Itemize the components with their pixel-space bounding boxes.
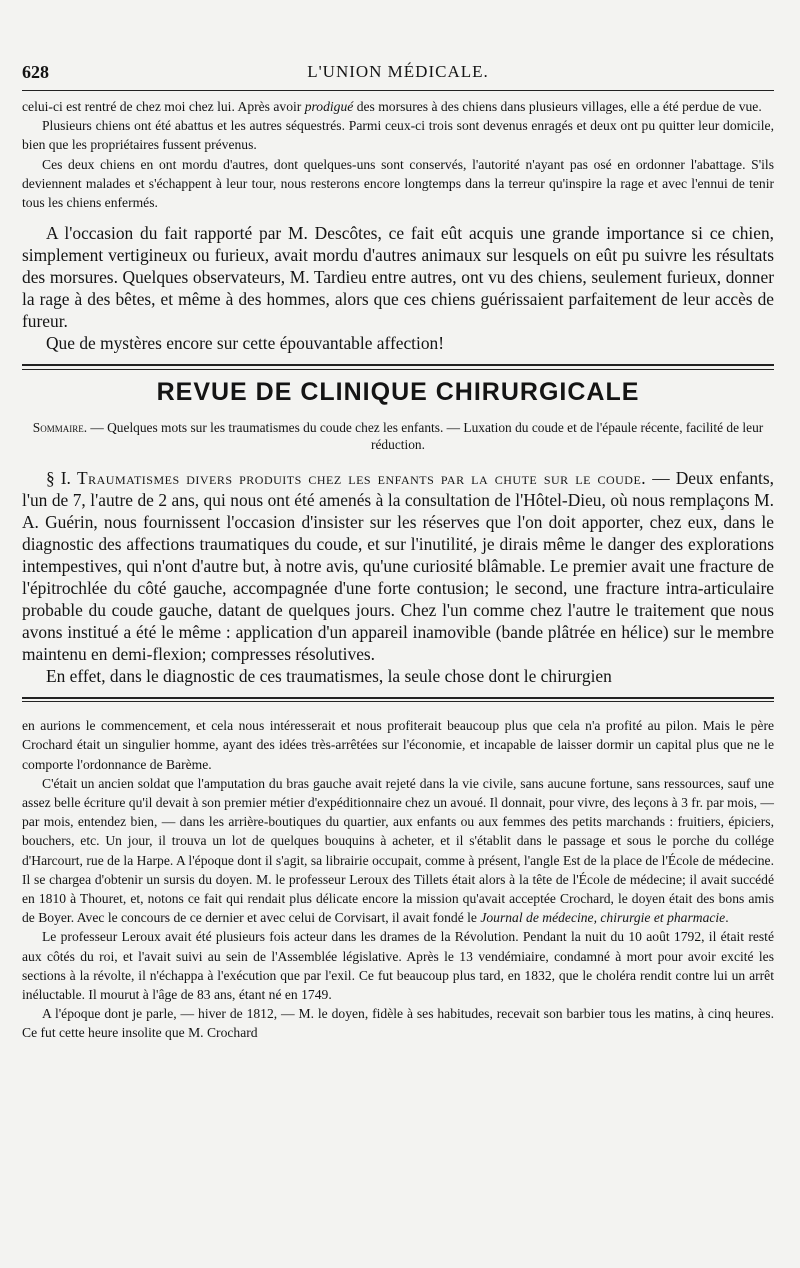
sommaire-label: Sommaire.: [32, 420, 88, 436]
paragraph: en aurions le commencement, et cela nous intéresserait et nous profiterait beaucoup plus que cela n'a profité au pilon. Mais le père Crochard était un singulier homme, ayant des idées très-arrêtées sur l'économie, et incapable de laisser dormir un capital plus que ne le comporte l'ordonnance de Barème.: [22, 718, 774, 772]
paragraph: Ces deux chiens en ont mordu d'autres, dont quelques-uns sont conservés, l'autorité n'ayant pas osé en ordonner l'abattage. S'ils deviennent malades et s'échappent à leur tour, nous resterons encore longtemps dans la terreur qu'inspire la rage et avec l'ennui de tenir tous les chiens enfermés.: [22, 156, 774, 211]
text: — Deux enfants, l'un de 7, l'autre de 2 ans, qui nous ont été amenés à la consultation de l'Hôtel-Dieu, où nous remplaçons M. A. Guérin, nous fournissent l'occasion d'insister sur les réserves que l'on doit apporter, chez eux, dans le diagnostic des affections traumatiques du coude, et sur l'inutilité, je dirais même le danger des explorations intempestives, qui n'ont d'autre but, à notre avis, qu'une curiosité blâmable. Le premier avait une fracture de l'épitrochlée du côté gauche, accompagnée d'une forte contusion; le second, une fracture intra-articulaire probable du coude gauche, datant de quelques jours. Chez l'un comme chez l'autre le traitement que nous avons institué a été le même : application d'un appareil inamovible (bande plâtrée en hélice) sur le membre maintenu en demi-flexion; compresses résolutives.: [22, 468, 775, 665]
text: .: [725, 910, 729, 926]
page-header: [22, 58, 774, 88]
section-mark: § I.: [46, 468, 77, 489]
paragraph: Le professeur Leroux avait été plusieurs fois acteur dans les drames de la Révolution. Pendant la nuit du 10 août 1792, il était resté aux côtés du roi, et l'avait suivi au sein de l'Assemblée législative. Après le 13 vendémiaire, condamné à mort pour avoir excité les sections à la révolte, il n'échappa à l'exécution que par l'exil. Ce fut beaucoup plus tard, en 1832, que le choléra rendit contre lui un arrêt inéluctable. Il mourut à l'âge de 83 ans, étant né en 1749.: [22, 929, 774, 1003]
paragraph: [22, 774, 774, 928]
commentary: [22, 222, 774, 354]
header-rule: [22, 90, 774, 91]
italic-text: Journal de médecine, chirurgie et pharmacie: [480, 910, 726, 926]
paragraph: En effet, dans le diagnostic de ces traumatismes, la seule chose dont le chirurgien: [46, 666, 612, 687]
paragraph: Plusieurs chiens ont été abattus et les autres séquestrés. Parmi ceux-ci trois sont devenus enragés et deux ont pu quitter leur domicile, bien que les propriétaires fussent prévenus.: [22, 118, 774, 153]
sommaire-text: — Quelques mots sur les traumatismes du coude chez les enfants. — Luxation du coude et de l'épaule récente, facilité de leur réduction.: [87, 420, 764, 453]
text: C'était un ancien soldat que l'amputation du bras gauche avait rejeté dans la vie civile, sans aucune fortune, sans ressources, sauf une assez belle écriture qu'il devait à son premier métier d'expéditionnaire chez un avoué. Il donnait, pour vivre, des leçons à 3 fr. par mois, — par mois, entendez bien, — dans les arrière-boutiques du quartier, aux enfants ou aux femmes des petits marchands : fruitiers, épiciers, bouchers, etc. Un jour, il trouva un lot de quelques bouquins à acheter, et il s'établit dans le passage et sous le porche du collége d'Harcourt, rue de la Harpe. A l'époque dont il s'agit, sa librairie occupait, comme à présent, l'angle Est de la place de l'École de médecine. Il se chargea d'obtenir un sursis du doyen. M. le professeur Leroux des Tillets était alors à la tête de l'École de médecine; il avait succédé en 1810 à Thouret, et, notons ce fait qui rendait plus délicate encore la mission qu'avait acceptée Crochard, le doyen était des bons amis de Boyer. Avec le concours de ce dernier et avec celui de Corvisart, il avait fondé le: [22, 775, 774, 926]
paragraph: [22, 467, 774, 665]
feuilleton: [22, 716, 774, 1042]
feuilleton-divider: [22, 697, 774, 702]
running-title: L'UNION MÉDICALE.: [307, 62, 489, 81]
text: des morsures à des chiens dans plusieurs villages, elle a été perdue de vue.: [353, 99, 762, 114]
paragraph: A l'époque dont je parle, — hiver de 1812, — M. le doyen, fidèle à ses habitudes, recevait son barbier tous les matins, à cinq heures. Ce fut cette heure insolite que M. Crochard: [22, 1006, 774, 1041]
section-title: REVUE DE CLINIQUE CHIRURGICALE: [156, 378, 640, 407]
text: celui-ci est rentré de chez moi chez lui. Après avoir: [22, 99, 305, 114]
sommaire: [30, 419, 766, 453]
paragraph: A l'occasion du fait rapporté par M. Descôtes, ce fait eût acquis une grande importance si ce chien, simplement vertigineux ou furieux, avait mordu d'autres animaux sur lesquels on eût pu suivre les résultats des morsures. Quelques observateurs, M. Tardieu entre autres, ont vu des chiens, seulement furieux, donner la rage à des bêtes, et même à des hommes, alors que ces chiens guérissaient parfaitement de leur accès de fureur.: [22, 223, 774, 332]
page-number: 628: [22, 62, 49, 82]
paragraph: [22, 97, 774, 116]
letter-excerpt: [22, 97, 774, 212]
article-body: [22, 467, 774, 687]
paragraph: Que de mystères encore sur cette épouvantable affection!: [46, 333, 445, 354]
section-heading: Traumatismes divers produits chez les enfants par la chute sur le coude.: [76, 468, 647, 489]
section-divider: [22, 364, 774, 370]
italic-text: prodigué: [304, 99, 354, 114]
